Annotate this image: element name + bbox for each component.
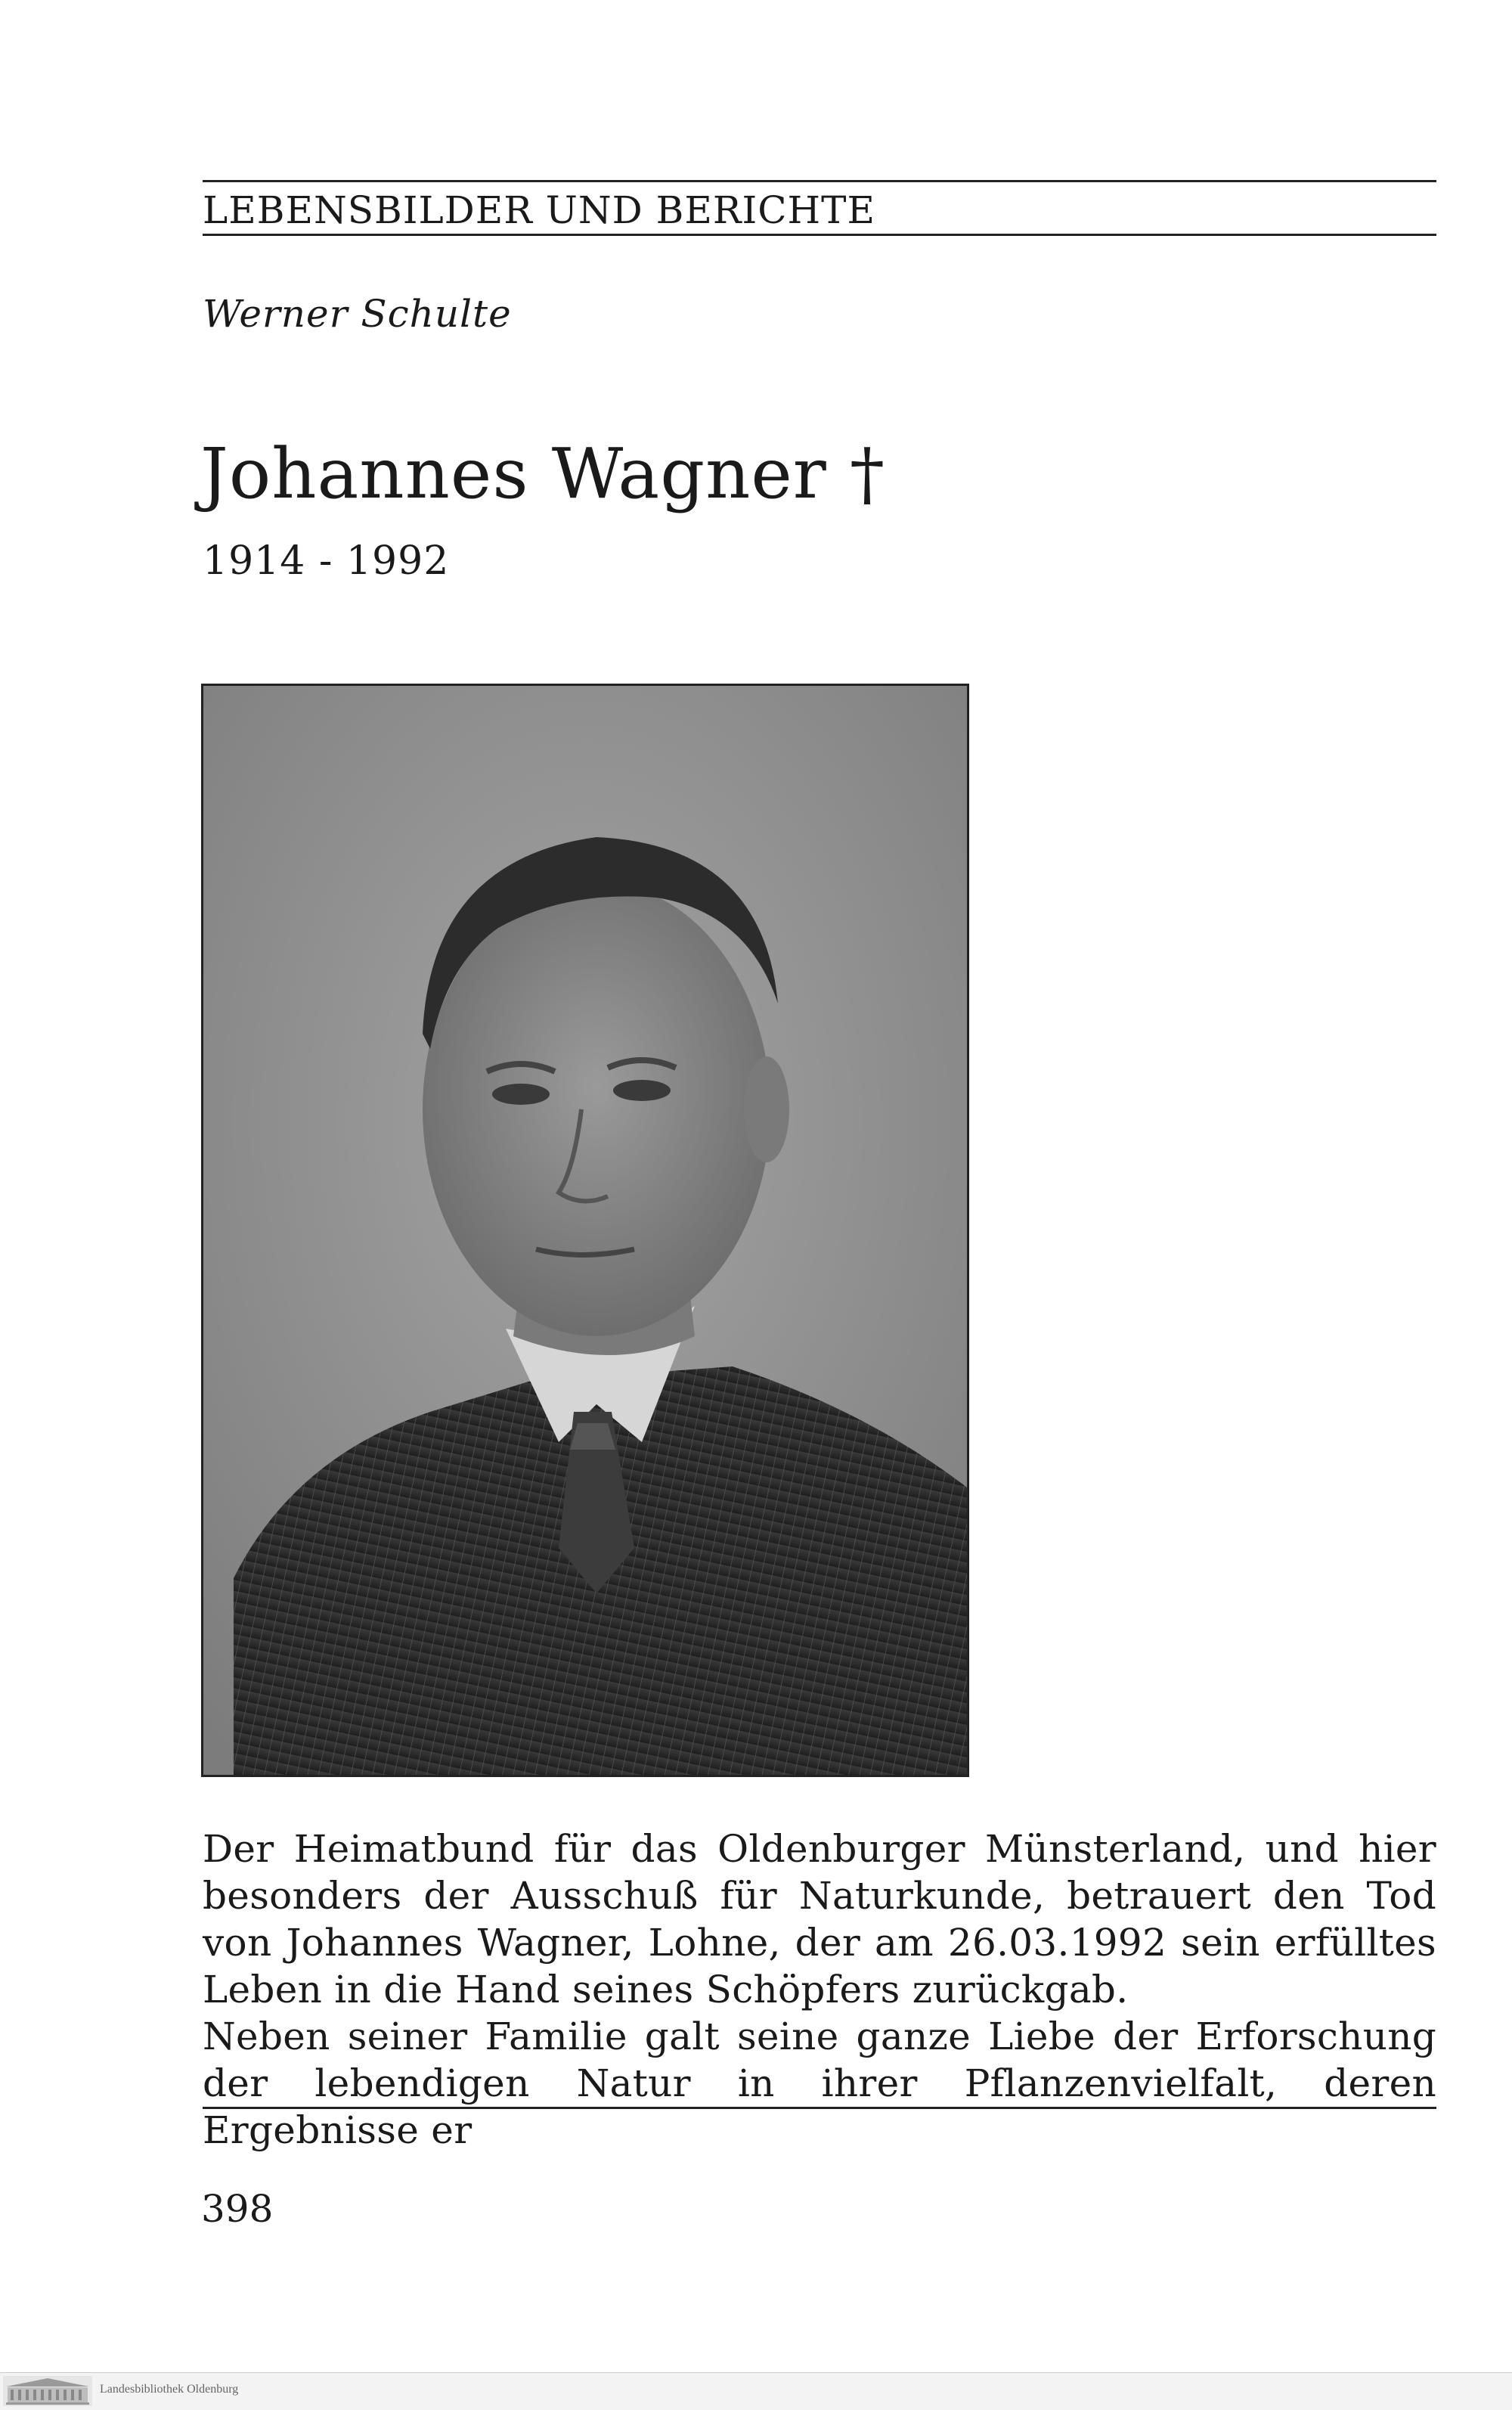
body-bottom-rule: [203, 2107, 1436, 2109]
page-number: 398: [201, 2187, 274, 2231]
library-footer: [0, 2372, 1512, 2410]
library-label: Landesbibliothek Oldenburg: [100, 2383, 239, 2396]
paragraph: Neben seiner Familie galt seine ganze Liebe der Erforschung der lebendigen Natur in ihrer Pflanzenvielfalt, deren Ergebnisse er: [203, 2015, 1436, 2152]
article-body: [203, 1825, 1436, 2154]
author-name: Werner Schulte: [203, 292, 512, 336]
portrait-photo: [201, 684, 969, 1777]
portrait-photo-icon: [203, 686, 967, 1775]
paragraph: Der Heimatbund für das Oldenburger Münsterland, und hier besonders der Ausschuß für Naturkunde, betrauert den Tod von Johannes Wagner, Lohne, der am 26.03.1992 sein erfülltes Leben in die Hand seines Schöpfers zurückgab.: [203, 1827, 1436, 2011]
section-header: LEBENSBILDER UND BERICHTE: [203, 188, 875, 232]
article-title: Johannes Wagner †: [200, 433, 886, 514]
library-building-logo-icon: [3, 2376, 92, 2406]
header-top-rule: [203, 180, 1436, 182]
life-dates: 1914 - 1992: [203, 538, 450, 584]
header-bottom-rule: [203, 234, 1436, 236]
